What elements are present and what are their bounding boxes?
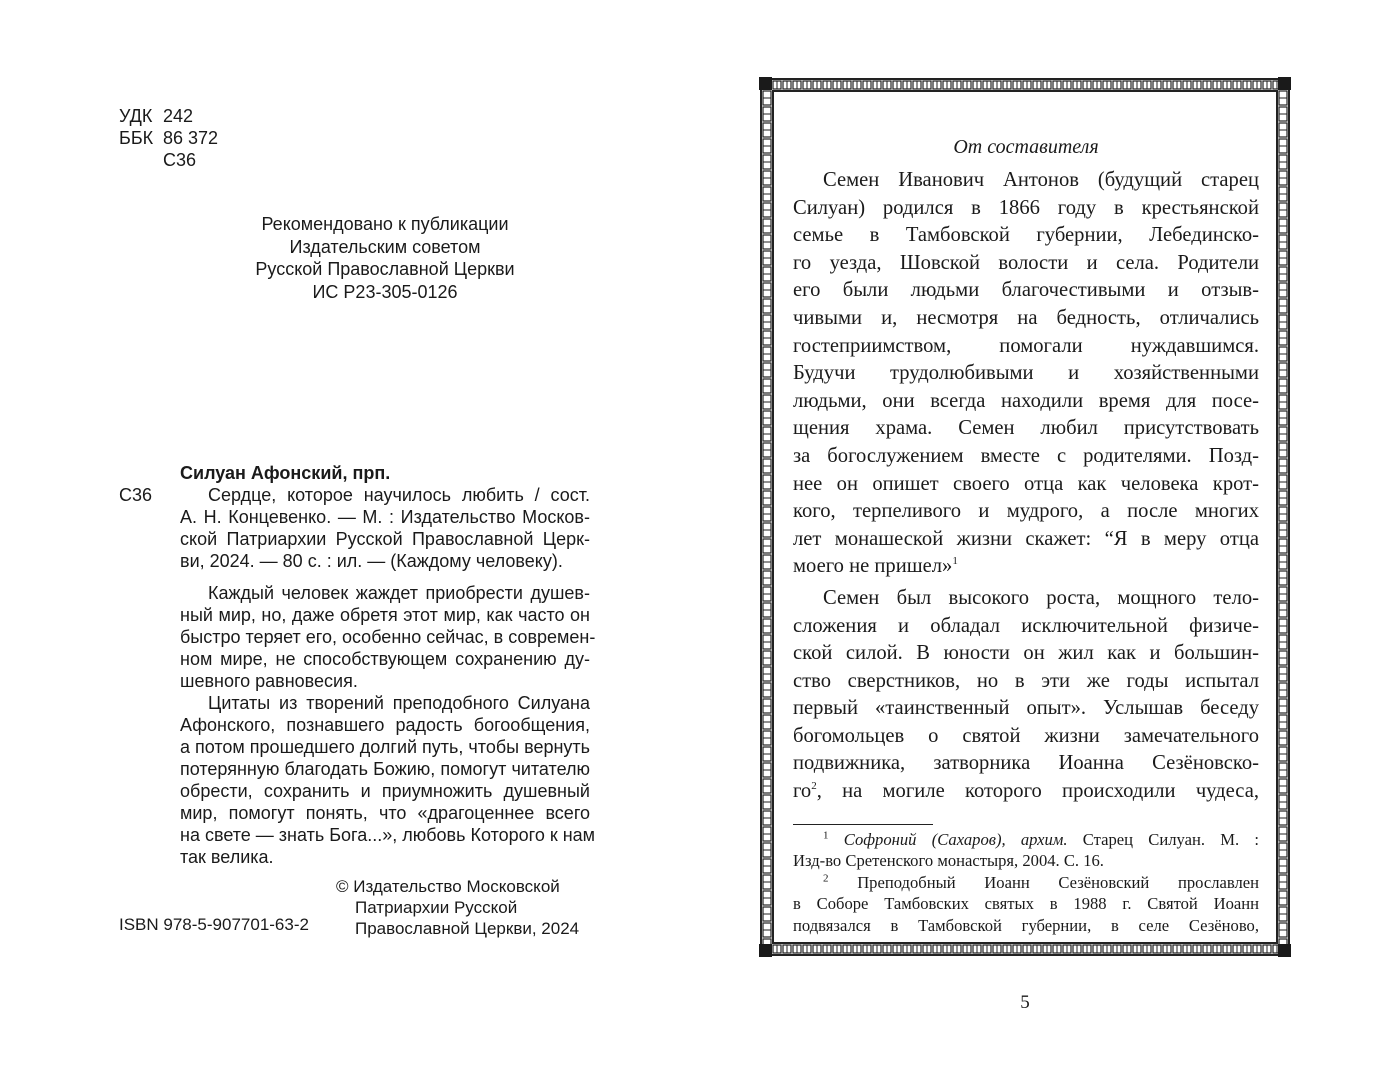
classification-codes bbox=[119, 105, 218, 171]
body-line-text: , на могиле которого происходили чудеса, bbox=[816, 780, 1259, 803]
body-line: кого, терпеливого и мудрого, а после многих bbox=[793, 500, 1259, 523]
annotation-line: ном мире, не способствующем сохранению ду- bbox=[180, 649, 590, 669]
footnote-ref-1: 1 bbox=[952, 555, 958, 568]
footnote-2 bbox=[793, 872, 1259, 894]
right-page bbox=[690, 0, 1380, 1080]
footnote-separator bbox=[793, 824, 933, 825]
body-line: за богослужением вместе с родителями. Позд- bbox=[793, 444, 1259, 467]
body-line bbox=[793, 553, 1259, 581]
frame-corner-top-right bbox=[1278, 77, 1291, 90]
footnotes bbox=[793, 829, 1259, 937]
frame-corner-top-left bbox=[759, 77, 772, 90]
annotation-line: Афонского, познавшего радость богообщения, bbox=[180, 715, 590, 735]
footnote-1-author: Софроний (Сахаров), архим. bbox=[843, 829, 1068, 849]
bbk-value: 86 372 bbox=[163, 128, 219, 148]
main-text-block bbox=[793, 133, 1259, 937]
frame-corner-bottom-right bbox=[1278, 944, 1291, 957]
body-line-text: моего не пришел» bbox=[793, 555, 953, 578]
copyright-line: Патриархии Русской bbox=[355, 898, 518, 917]
section-title: От составителя bbox=[953, 136, 1099, 158]
body-line: лет монашеской жизни скажет: “Я в меру отца bbox=[793, 527, 1259, 550]
recommend-line: Рекомендовано к публикации bbox=[261, 214, 509, 234]
body-line: щения храма. Семен любил присутствовать bbox=[793, 417, 1259, 440]
footnote-ref-2: 2 bbox=[811, 780, 817, 793]
biblio-line: ской Патриархии Русской Православной Церк- bbox=[180, 529, 590, 549]
bbk-label: ББК bbox=[119, 128, 154, 148]
body-line-text: го bbox=[793, 780, 812, 803]
footnote-line: Изд-во Сретенского монастыря, 2004. С. 16. bbox=[793, 851, 1104, 871]
footnote-line: подвязался в Тамбовской губернии, в селе Сезёново, bbox=[793, 916, 1259, 936]
frame-corner-bottom-left bbox=[759, 944, 772, 957]
body-line: Семен Иванович Антонов (будущий старец bbox=[823, 169, 1259, 191]
body-line: подвижника, затворника Иоанна Сезёновско- bbox=[793, 752, 1259, 775]
annotation-line: шевного равновесия. bbox=[180, 671, 358, 691]
annotation-line: быстро теряет его, особенно сейчас, в современ- bbox=[180, 627, 596, 647]
author-mark-code: С36 bbox=[119, 485, 153, 505]
footnote-1-text: Старец Силуан. М. : bbox=[1067, 829, 1259, 849]
footnote-2-text: Преподобный Иоанн Сезёновский прославлен bbox=[828, 872, 1259, 892]
body-line: го уезда, Шовской волости и села. Родители bbox=[793, 251, 1259, 274]
annotation-line: обрести, сохранить и приумножить душевный bbox=[180, 781, 590, 801]
udk-label: УДК bbox=[119, 106, 153, 126]
copyright-line: Православной Церкви, 2024 bbox=[355, 919, 580, 938]
body-line: семье в Тамбовской губернии, Лебединско- bbox=[793, 224, 1259, 247]
ornament-band-top bbox=[762, 80, 1288, 90]
body-line: чивыми и, несмотря на бедность, отличались bbox=[793, 306, 1259, 329]
ornament-band-right bbox=[1278, 90, 1288, 944]
annotation-line: ный мир, но, даже обретя этот мир, как часто он bbox=[180, 605, 590, 625]
udk-value: 242 bbox=[163, 106, 194, 126]
biblio-line: Сердце, которое научилось любить / сост. bbox=[208, 485, 590, 505]
ornament-band-bottom bbox=[762, 944, 1288, 954]
copyright-notice bbox=[336, 876, 579, 939]
biblio-line: ви, 2024. — 80 с. : ил. — (Каждому человеку). bbox=[180, 551, 563, 571]
author-mark-label bbox=[119, 149, 163, 171]
annotation-line: мир, помогут понять, что «драгоценнее всего bbox=[180, 803, 590, 823]
ornament-band-left bbox=[762, 90, 772, 944]
body-line: сложения и обладал исключительной физиче- bbox=[793, 614, 1259, 637]
bibliographic-record bbox=[180, 462, 596, 868]
body-line bbox=[793, 778, 1259, 806]
annotation-line: потерянную благодать Божию, помогут читателю bbox=[180, 759, 590, 779]
body-line: первый «таинственный опыт». Услышав беседу bbox=[793, 697, 1259, 720]
footnote-line: в Соборе Тамбовских святых в 1988 г. Святой Иоанн bbox=[793, 894, 1259, 914]
body-line: ской силой. В юности он жил как и большин- bbox=[793, 642, 1259, 665]
copyright-line: © Издательство Московской bbox=[336, 877, 560, 896]
author-heading: Силуан Афонский, прп. bbox=[180, 463, 391, 483]
annotation-line: на свете — знать Бога...», любовь Которого к нам bbox=[180, 825, 596, 845]
body-text bbox=[793, 167, 1259, 806]
body-line: его были людьми благочестивыми и отзыв- bbox=[793, 279, 1259, 302]
biblio-line: А. Н. Концевенко. — М. : Издательство Москов- bbox=[180, 507, 590, 527]
recommend-line: Русской Православной Церкви bbox=[255, 259, 515, 279]
body-line: гостеприимством, помогали нуждавшимся. bbox=[793, 334, 1259, 357]
footnote-1-number: 1 bbox=[823, 829, 829, 842]
body-line: Будучи трудолюбивыми и хозяйственными bbox=[793, 362, 1259, 385]
footnote-2-number: 2 bbox=[823, 872, 829, 885]
body-line: Семен был высокого роста, мощного тело- bbox=[823, 586, 1259, 609]
recommend-line: ИС Р23-305-0126 bbox=[312, 281, 458, 302]
recommend-line: Издательским советом bbox=[289, 236, 481, 257]
body-line: Силуан) родился в 1866 году в крестьянской bbox=[793, 196, 1259, 219]
isbn: ISBN 978-5-907701-63-2 bbox=[119, 915, 309, 934]
publication-recommendation bbox=[180, 213, 590, 303]
body-line: людьми, они всегда находили время для посе- bbox=[793, 389, 1259, 412]
annotation-line: так велика. bbox=[180, 847, 274, 867]
footnote-1 bbox=[793, 829, 1259, 851]
body-line: богомольцев о святой жизни замечательного bbox=[793, 724, 1259, 747]
body-line: ство сверстников, но в эти же годы испытал bbox=[793, 669, 1259, 692]
author-mark-value: С36 bbox=[163, 150, 197, 170]
body-line: нее он опишет своего отца как человека крот- bbox=[793, 472, 1259, 495]
annotation-line: Цитаты из творений преподобного Силуана bbox=[208, 693, 590, 713]
annotation-line: Каждый человек жаждет приобрести душев- bbox=[208, 583, 590, 603]
annotation-line: а потом прошедшего долгий путь, чтобы вернуть bbox=[180, 737, 591, 757]
page-number: 5 bbox=[1020, 992, 1030, 1013]
